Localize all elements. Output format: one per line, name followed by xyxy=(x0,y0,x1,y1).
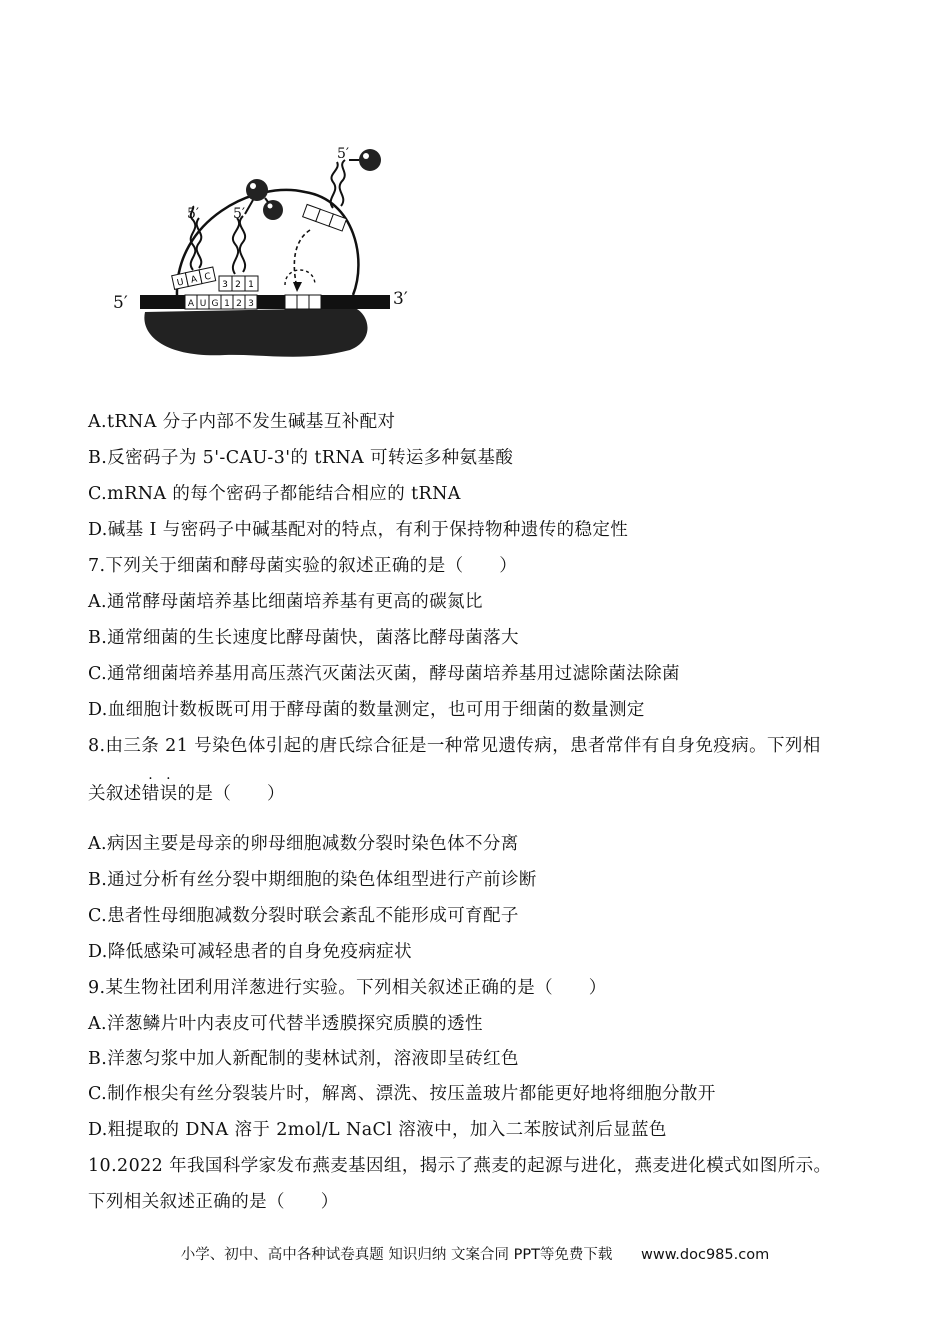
q8-stem-line2: 关叙述 . 错 . 误的是（ ） xyxy=(88,767,285,804)
q8-option-c: C.患者性母细胞减数分裂时联会紊乱不能形成可育配子 xyxy=(88,906,519,926)
tRNA-entry-arrow xyxy=(294,230,310,288)
q8-option-a: A.病因主要是母亲的卵母细胞减数分裂时染色体不分离 xyxy=(88,834,519,854)
q9-option-a: A.洋葱鳞片叶内表皮可代替半透膜探究质膜的透性 xyxy=(88,1014,483,1034)
svg-text:U: U xyxy=(176,277,185,289)
q8-stem-line1: 8.由三条 21 号染色体引起的唐氏综合征是一种常见遗传病，患者常伴有自身免疫病。下列相 xyxy=(88,736,821,756)
footer-website-link[interactable]: www.doc985.com xyxy=(641,1247,770,1263)
page-footer xyxy=(0,1243,950,1264)
q10-stem-line1: 10.2022 年我国科学家发布燕麦基因组，揭示了燕麦的起源与进化，燕麦进化模式如图所示。 xyxy=(88,1156,832,1176)
label-3prime-right: 3′ xyxy=(393,289,408,309)
codon-3: G xyxy=(211,299,219,309)
q7-option-d: D.血细胞计数板既可用于酵母菌的数量测定，也可用于细菌的数量测定 xyxy=(88,700,645,720)
trna-3 xyxy=(303,204,347,231)
trna-2 xyxy=(233,218,239,274)
q7-stem: 7.下列关于细菌和酵母菌实验的叙述正确的是（ ） xyxy=(88,556,518,576)
anticodon-box-2 xyxy=(219,276,258,291)
label-trna1-5prime: 5′ xyxy=(187,206,200,222)
svg-text:2: 2 xyxy=(235,280,241,290)
emphasis-char-2: . 误 xyxy=(159,767,178,804)
amino-acid-3 xyxy=(359,149,381,171)
q6-option-b: B.反密码子为 5'-CAU-3'的 tRNA 可转运多种氨基酸 xyxy=(88,448,514,468)
amino-acid-2 xyxy=(263,200,283,220)
q8-option-d: D.降低感染可减轻患者的自身免疫病症状 xyxy=(88,942,413,962)
q7-option-a: A.通常酵母菌培养基比细菌培养基有更高的碳氮比 xyxy=(88,592,483,612)
ribosome-small-subunit xyxy=(144,308,367,357)
q9-option-c: C.制作根尖有丝分裂装片时，解离、漂洗、按压盖玻片都能更好地将细胞分散开 xyxy=(88,1084,716,1104)
codon-1: A xyxy=(187,299,195,309)
svg-text:C: C xyxy=(203,271,212,283)
svg-text:3: 3 xyxy=(222,280,228,290)
translation-diagram xyxy=(105,140,415,365)
q7-option-b: B.通常细菌的生长速度比酵母菌快，菌落比酵母菌落大 xyxy=(88,628,519,648)
q6-option-a: A.tRNA 分子内部不发生碱基互补配对 xyxy=(88,412,396,432)
q9-stem: 9.某生物社团利用洋葱进行实验。下列相关叙述正确的是（ ） xyxy=(88,978,607,998)
codon-5: 2 xyxy=(236,299,242,309)
amino-acid-1 xyxy=(246,179,268,201)
codon-4: 1 xyxy=(224,299,230,309)
q7-option-c: C.通常细菌培养基用高压蒸汽灭菌法灭菌，酵母菌培养基用过滤除菌法除菌 xyxy=(88,664,680,684)
label-trna3-5prime: 5′ xyxy=(337,146,350,162)
q8-option-b: B.通过分析有丝分裂中期细胞的染色体组型进行产前诊断 xyxy=(88,870,537,890)
svg-text:A: A xyxy=(190,274,199,286)
q9-option-b: B.洋葱匀浆中加人新配制的斐林试剂，溶液即呈砖红色 xyxy=(88,1049,519,1069)
q6-option-c: C.mRNA 的每个密码子都能结合相应的 tRNA xyxy=(88,484,461,504)
svg-text:1: 1 xyxy=(248,280,254,290)
q10-stem-line2: 下列相关叙述正确的是（ ） xyxy=(88,1192,339,1212)
codon-2: U xyxy=(199,299,207,309)
q6-option-d: D.碱基 I 与密码子中碱基配对的特点，有利于保持物种遗传的稳定性 xyxy=(88,520,629,540)
label-trna2-5prime: 5′ xyxy=(233,206,246,222)
label-5prime-left: 5′ xyxy=(113,293,128,313)
emphasis-char-1: . 错 xyxy=(141,767,160,804)
q9-option-d: D.粗提取的 DNA 溶于 2mol/L NaCl 溶液中，加入二苯胺试剂后显蓝色 xyxy=(88,1120,667,1140)
codon-6: 3 xyxy=(248,299,254,309)
footer-promo-text: 小学、初中、高中各种试卷真题 知识归纳 文案合同 PPT等免费下载 xyxy=(180,1247,613,1263)
mrna-strand xyxy=(140,295,390,309)
